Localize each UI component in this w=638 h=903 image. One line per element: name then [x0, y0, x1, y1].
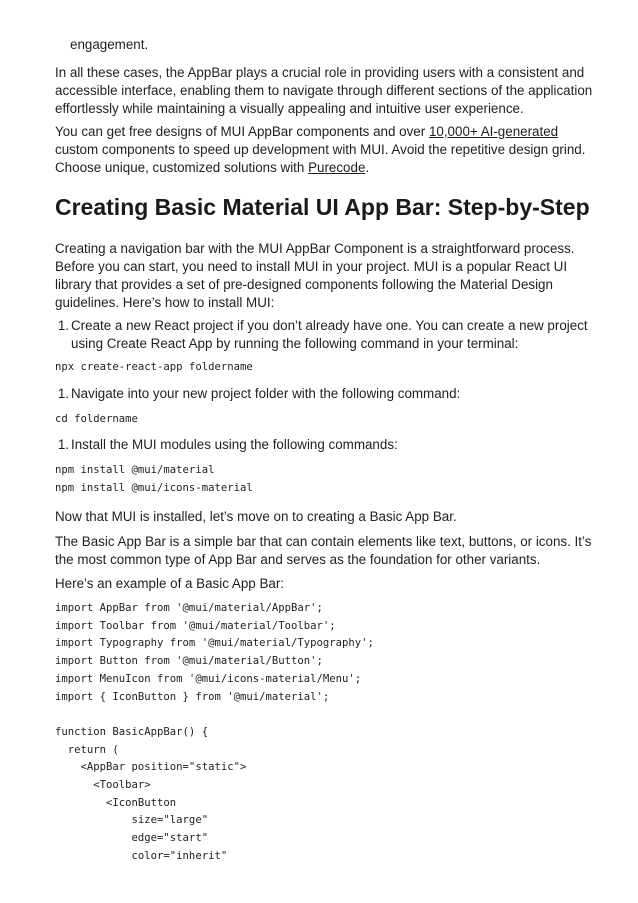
paragraph-example-intro: Here’s an example of a Basic App Bar: — [55, 576, 285, 591]
ai-generated-link[interactable]: 10,000+ AI-generated — [428, 124, 559, 139]
paragraph-text: . — [365, 160, 370, 175]
list-number: 1. — [57, 318, 69, 333]
section-heading: Creating Basic Material UI App Bar: Step-by-Step — [55, 194, 590, 220]
list-item-text: Install the MUI modules using the following commands: — [71, 437, 398, 452]
list-item-text: Navigate into your new project folder with the following command: — [71, 386, 461, 401]
list-item-text: Create a new React project if you don’t already have one. You can create a new project using Create React App by running the following command in your terminal: — [71, 318, 588, 351]
code-block: cd foldername — [55, 413, 138, 425]
code-block: npm install @mui/material npm install @mui/icons-material — [55, 464, 253, 494]
continued-list-text: engagement. — [70, 37, 149, 52]
list-number: 1. — [57, 437, 69, 452]
list-number: 1. — [57, 386, 69, 401]
list-item — [55, 317, 610, 353]
list-item — [55, 436, 610, 454]
paragraph-intro: Creating a navigation bar with the MUI AppBar Component is a straightforward process. Before you can start, you need to install MUI in your project. MUI is a popular React UI library that provides a set of pre-designed components following the Material Design guidelines. Here’s how to install MUI: — [55, 241, 575, 310]
paragraph-appbar-role: In all these cases, the AppBar plays a crucial role in providing users with a consistent and accessible interface, enabling them to navigate through different sections of the application effortlessly while maintaining a visually appealing and intuitive user experience. — [55, 65, 593, 116]
paragraph-free-designs — [55, 123, 600, 177]
purecode-link[interactable]: Purecode — [308, 160, 366, 175]
paragraph-basic-app-bar: The Basic App Bar is a simple bar that can contain elements like text, buttons, or icons. It’s the most common type of App Bar and serves as the foundation for other variants. — [55, 534, 592, 567]
code-block-example: import AppBar from '@mui/material/AppBar'; import Toolbar from '@mui/material/Toolbar'; import Typography from '@mui/material/Typography'; import Button from '@mui/material/Button'; import MenuIcon from '@mui/icons-material/Menu'; import { IconButton } from '@mui/material'; function BasicAppBar() { return ( <AppBar position="static"> <Toolbar> <IconButton size="large" edge="start" color="inherit" — [55, 602, 374, 862]
list-item — [55, 385, 610, 403]
paragraph-now-installed: Now that MUI is installed, let’s move on to creating a Basic App Bar. — [55, 509, 457, 524]
paragraph-text: custom components to speed up development with MUI. Avoid the repetitive design grind. Choose unique, customized solutions with — [55, 142, 586, 175]
paragraph-text: You can get free designs of MUI AppBar components and over — [55, 124, 429, 139]
code-block: npx create-react-app foldername — [55, 361, 253, 373]
